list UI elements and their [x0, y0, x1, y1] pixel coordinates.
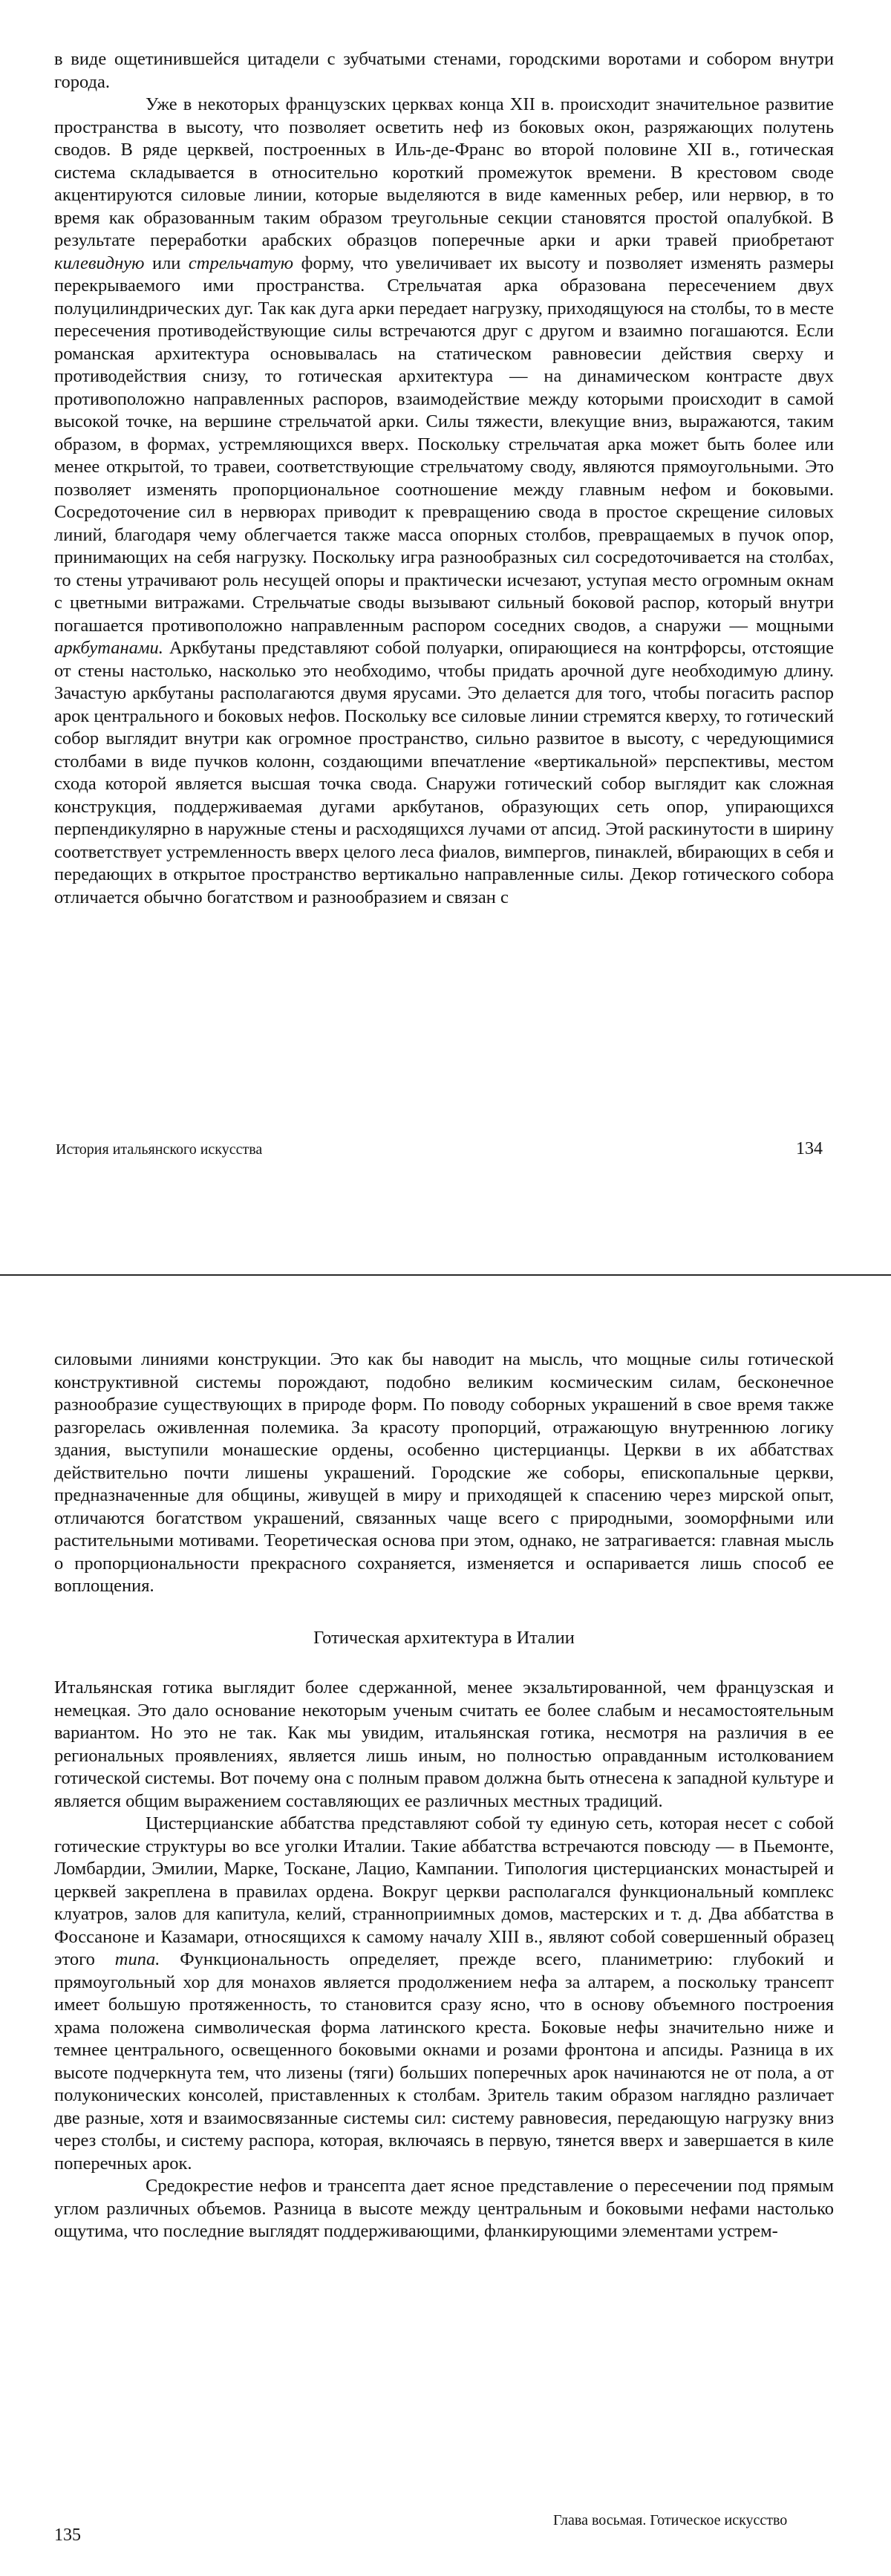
body-paragraph: [54, 1349, 834, 1598]
body-paragraph: [54, 94, 834, 909]
page-134: [0, 0, 891, 1276]
text-run: форму, что увеличивает их высоту и позволяет изменять размеры перекрываемого ими пространства. Стрельчатая арка образована пересечением двух полуцилиндрических дуг. Так как дуга арки передает нагрузку, приходящуюся на столбы, то в месте пересечения противодействующие силы встречаются друг с другом и взаимно погашаются. Если романская архитектура основывалась на статическом равновесии действия сверху и противодействия снизу, то готическая архитектура — на динамическом контрасте двух противоположно направленных распоров, взаимодействие между которыми происходит в самой высокой точке, на вершине стрельчатой арки. Силы тяжести, влекущие вниз, выражаются, таким образом, в формах, устремляющихся вверх. Поскольку стрельчатая арка может быть более или менее открытой, то травеи, соответствующие стрельчатому своду, являются прямоугольными. Это позволяет изменять пропорциональное соотношение между главным нефом и боковыми. Сосредоточение сил в нервюрах приводит к превращению свода в простое скрещение силовых линий, благодаря чему облегчается также масса опорных столбов, превращаемых в пучок опор, принимающих на себя нагрузку. Поскольку игра разнообразных сил сосредоточивается на столбах, то стены утрачивают роль несущей опоры и практически исчезают, уступая место огромным окнам с цветными витражами. Стрельчатые своды вызывают сильный боковой распор, который внутри погашается противоположно направленным распором соседних сводов, а снаружи — мощными: [54, 252, 834, 636]
text-run: Уже в некоторых французских церквах конца XII в. происходит значительное развитие пространства в высоту, что позволяет осветить неф из боковых окон, разряжающих полутень сводов. В ряде церквей, построенных в Иль-де-Франс во второй половине XII в., готическая система складывается в относительно короткий промежуток времени. В крестовом своде акцентируются силовые линии, которые выделяются в виде каменных ребер, или нервюр, в то время как образованным таким образом треугольные секции становятся простой опалубкой. В результате переработки арабских образцов поперечные арки и арки травей приобретают: [54, 94, 834, 250]
italic-term: типа.: [114, 1949, 160, 1969]
text-run: Цистерцианские аббатства представляют собой ту единую сеть, которая несет с собой готические структуры во все уголки Италии. Такие аббатства встречаются повсюду — в Пьемонте, Ломбардии, Эмилии, Марке, Тоскане, Лацио, Кампании. Типология цистерцианских монастырей и церквей закреплена в правилах ордена. Вокруг церкви располагался функциональный комплекс клуатров, залов для капитула, келий, странноприимных домов, мастерских и т. д. Два аббатства в Фоссаноне и Казамари, относящихся к самому началу XIII в., являют собой совершенный образец этого: [54, 1813, 834, 1969]
text-run: Аркбутаны представляют собой полуарки, опирающиеся на контрфорсы, отстоящие от стены настолько, насколько это необходимо, чтобы придать арочной дуге необходимую длину. Зачастую аркбутаны располагаются двумя ярусами. Это делается для того, чтобы погасить распор арок центрального и боковых нефов. Поскольку все силовые линии стремятся кверху, то готический собор выглядит внутри как огромное пространство, сильно развитое в высоту, с чередующимися столбами в виде пучков колонн, создающими впечатление «вертикальной» перспективы, местом схода которой является высшая точка свода. Снаружи готический собор выглядит как сложная конструкция, поддерживаемая дугами аркбутанов, образующих сеть опор, упирающихся перпендикулярно в наружные стены и расходящихся лучами от апсид. Этой раскинутости в ширину соответствует устремленность вверх целого леса фиалов, вимпергов, пинаклей, вбирающих в себя и передающих в открытое пространство вертикально направленные силы. Декор готического собора отличается обычно богатством и разнообразием и связан с: [54, 638, 834, 907]
body-paragraph: [54, 2175, 834, 2243]
text-run: или: [144, 252, 189, 273]
page-134-body: [54, 48, 834, 909]
italic-term: стрельчатую: [188, 252, 294, 273]
body-paragraph: [54, 1813, 834, 2175]
page-number: 134: [796, 1139, 823, 1158]
text-run: Средокрестие нефов и трансепта дает ясное представление о пересечении под прямым углом различных объемов. Разница в высоте между центральным и боковыми нефами настолько ощутима, что последние выглядят поддерживающими, фланкирующими элементами устрем-: [54, 2176, 834, 2241]
body-paragraph: [54, 48, 834, 94]
body-paragraph: [54, 1677, 834, 1813]
chapter-label: Глава восьмая. Готическое искусство: [553, 2512, 788, 2528]
text-run: Функциональность определяет, прежде всего, планиметрию: глубокий и прямоугольный хор для монахов является продолжением нефа за алтарем, а поскольку трансепт имеет большую протяженность, то становится сразу ясно, что в основу объемного построения храма положена символическая форма латинского креста. Боковые нефы значительно ниже и темнее центрального, освещенного боковыми окнами и розами фронтона и апсиды. Разница в их высоте подчеркнута тем, что лизены (тяги) больших поперечных арок начинаются не от пола, а от полуконических консолей, приставленных к столбам. Зритель таким образом наглядно различает две разные, хотя и взаимосвязанные системы сил: систему равновесия, передающую нагрузку вниз через столбы, и систему распора, которая, включаясь в первую, тянется вверх и завершается в киле поперечных арок.: [54, 1949, 834, 2174]
text-run: Итальянская готика выглядит более сдержанной, менее экзальтированной, чем французская и немецкая. Это дало основание некоторым ученым считать ее более слабым и несамостоятельным вариантом. Но это не так. Как мы увидим, итальянская готика, несмотря на различия в ее региональных проявлениях, является лишь иным, но полностью оправданным истолкованием готической системы. Вот почему она с полным правом должна быть отнесена к западной культуре и является общим выражением составляющих ее различных местных традиций.: [54, 1677, 834, 1811]
section-heading: Готическая архитектура в Италии: [313, 1627, 575, 1648]
text-run: в виде ощетинившейся цитадели с зубчатыми стенами, городскими воротами и собором внутри города.: [54, 49, 834, 92]
italic-term: аркбутанами.: [54, 638, 163, 658]
paragraphs-after-heading: [54, 1677, 834, 2243]
page-135-body: [54, 1349, 834, 2243]
running-title: История итальянского искусства: [56, 1141, 263, 1158]
paragraphs-before-heading: [54, 1349, 834, 1598]
page-number: 135: [54, 2526, 81, 2545]
page-135: [0, 1282, 891, 2576]
text-run: силовыми линиями конструкции. Это как бы наводит на мысль, что мощные силы готической конструктивной системы порождают, подобно великим космическим силам, бесконечное разнообразие существующих в природе форм. По поводу соборных украшений в свое время также разгорелась оживленная полемика. За красоту пропорций, отражающую внутреннюю логику здания, выступили монашеские ордены, особенно цистерцианцы. Церкви в их аббатствах действительно почти лишены украшений. Городские же соборы, епископальные церкви, предназначенные для общины, живущей в миру и приходящей к спасению через мирской опыт, отличаются богатством украшений, связанных чаще всего с природными, зооморфными или растительными мотивами. Теоретическая основа при этом, однако, не затрагивается: главная мысль о пропорциональности прекрасного сохраняется, изменяется и оспаривается лишь способ ее воплощения.: [54, 1349, 834, 1596]
italic-term: килевидную: [54, 252, 145, 273]
